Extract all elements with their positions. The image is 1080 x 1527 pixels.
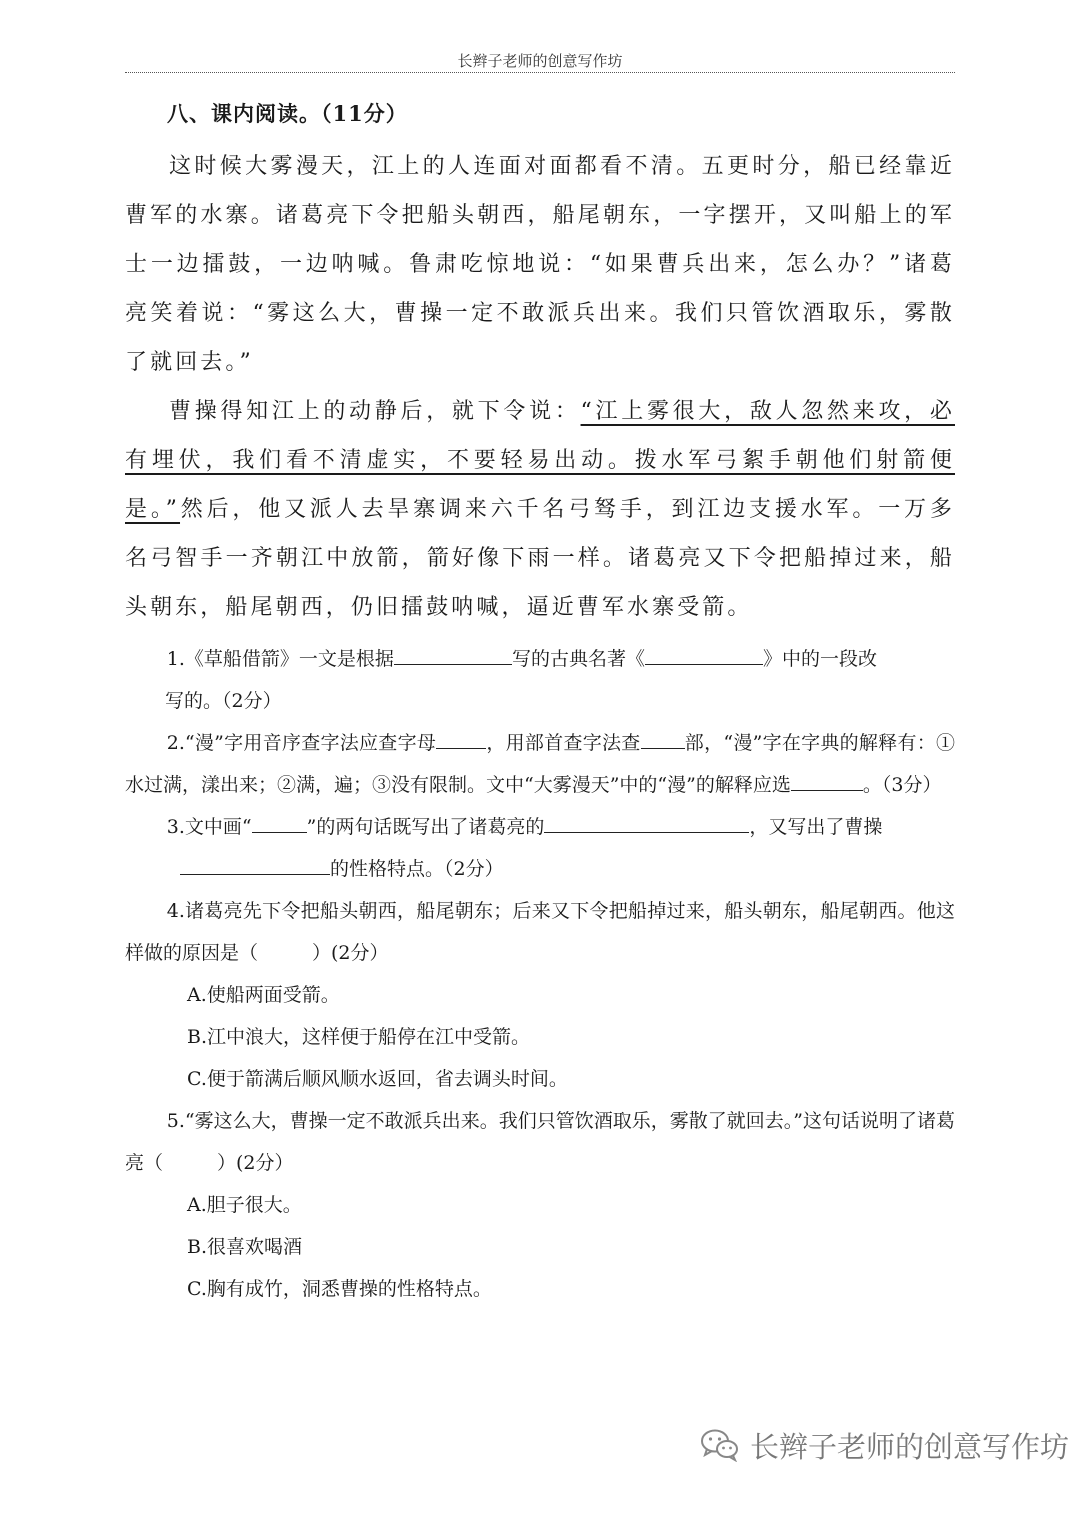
content (125, 92, 955, 1310)
question-4-option-a: A.使船两面受箭。 (187, 984, 340, 1006)
answer-blank[interactable] (436, 728, 486, 749)
question-1: 1.《草船借箭》一文是根据 写的古典名著《 》中的一段改 (125, 638, 955, 680)
passage-p2-before: 曹操得知江上的动静后，就下令说： (169, 399, 581, 424)
passage-paragraph-2 (125, 387, 955, 632)
answer-blank[interactable] (645, 644, 763, 665)
question-3-cont: 的性格特点。（2分） (125, 848, 955, 890)
passage-p2-after: 然后，他又派人去旱寨调来六千名弓驽手，到江边支援水军。一万多名弓智手一齐朝江中放箭，箭好像下雨一样。诸葛亮又下令把船掉过来，船头朝东，船尾朝西，仍旧擂鼓呐喊，逼近曹军水寨受箭。 (125, 497, 955, 620)
question-4: 4.诸葛亮先下令把船头朝西，船尾朝东；后来又下令把船掉过来，船头朝东，船尾朝西。他这样做的原因是（ ）(2分） (125, 900, 955, 964)
section-title: 八、课内阅读。（11分） (167, 101, 408, 126)
question-1-cont: 写的。（2分） (165, 690, 282, 712)
header-divider (125, 72, 955, 73)
answer-blank[interactable] (791, 770, 863, 791)
question-5-option-b: B.很喜欢喝酒 (187, 1236, 303, 1258)
page-header: 长辫子老师的创意写作坊 (457, 52, 623, 70)
question-5: 5.“雾这么大，曹操一定不敢派兵出来。我们只管饮酒取乐，雾散了就回去。”这句话说明了诸葛亮（ ）(2分） (125, 1110, 955, 1174)
answer-blank[interactable] (180, 854, 330, 875)
answer-blank[interactable] (544, 812, 749, 833)
watermark (700, 1425, 1069, 1465)
answer-blank[interactable] (394, 644, 512, 665)
question-4-option-c: C.便于箭满后顺风顺水返回，省去调头时间。 (187, 1068, 568, 1090)
question-2: 2.“漫”字用音序查字法应查字母 ，用部首查字法查 部，“漫”字在字典的解释有：①水过满，漾出来；②满，遍；③没有限制。文中“大雾漫天”中的“漫”的解释应选 。（3分） (125, 722, 955, 806)
answer-blank[interactable] (252, 812, 307, 833)
passage-paragraph-1: 这时候大雾漫天，江上的人连面对面都看不清。五更时分，船已经靠近曹军的水寨。诸葛亮下令把船头朝西，船尾朝东，一字摆开，又叫船上的军士一边擂鼓，一边呐喊。鲁肃吃惊地说：“如果曹兵出来，怎么办？”诸葛亮笑着说：“雾这么大，曹操一定不敢派兵出来。我们只管饮酒取乐，雾散了就回去。” (125, 154, 955, 375)
wechat-icon (700, 1428, 740, 1462)
answer-blank[interactable] (641, 728, 685, 749)
question-5-option-a: A.胆子很大。 (187, 1194, 302, 1216)
watermark-text: 长辫子老师的创意写作坊 (750, 1429, 1070, 1464)
question-3: 3.文中画“ ”的两句话既写出了诸葛亮的 ，又写出了曹操 (125, 806, 955, 848)
underlined-quote: “江上雾很大，敌人忽然来攻，必有埋伏，我们看不清虚实，不要轻易出动。拨水军弓絮手朝他们射箭便是。” (125, 399, 955, 522)
question-4-option-b: B.江中浪大，这样便于船停在江中受箭。 (187, 1026, 531, 1048)
question-5-option-c: C.胸有成竹，洞悉曹操的性格特点。 (187, 1278, 492, 1300)
